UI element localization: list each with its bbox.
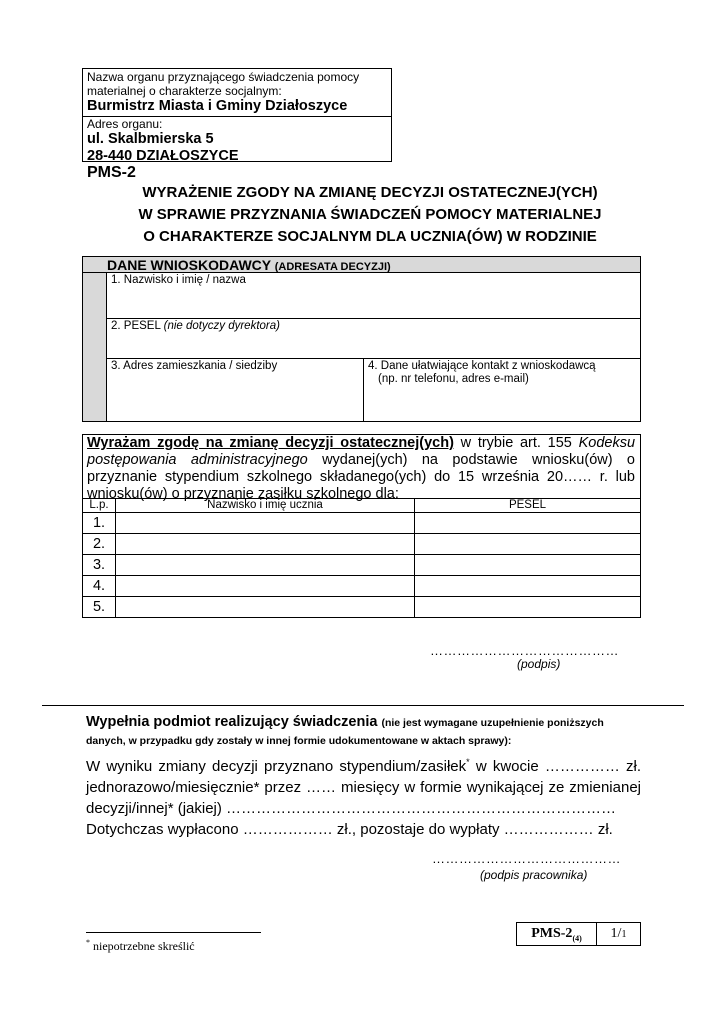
field-address[interactable] — [107, 359, 364, 421]
table-row — [83, 534, 641, 555]
employee-signature-label: (podpis pracownika) — [480, 868, 588, 882]
organ-box — [82, 68, 392, 162]
student-name-cell[interactable] — [116, 534, 415, 555]
field-name[interactable] — [107, 273, 640, 319]
entity-heading — [86, 714, 646, 750]
field-pesel-note: (nie dotyczy dyrektora) — [163, 320, 280, 332]
signature-label: (podpis) — [517, 657, 561, 671]
col-pesel: PESEL — [415, 499, 641, 513]
employee-signature-line[interactable]: …………………………………… — [432, 851, 621, 866]
title-line-3: O CHARAKTERZE SOCJALNYM DLA UCZNIA(ÓW) W RODZINIE — [143, 228, 597, 245]
entity-heading-note: (nie jest wymagane uzupełnienie poniższych danych, w przypadku gdy zostały w innej formie udokumentowane w aktach sprawy): — [86, 717, 604, 747]
row-number: 5. — [83, 597, 116, 618]
organ-name: Burmistrz Miasta i Gminy Działoszyce — [87, 98, 348, 114]
form-code: PMS-2 — [87, 164, 136, 181]
organ-label: Nazwa organu przyznającego świadczenia pomocy materialnej o charakterze socjalnym: — [87, 70, 360, 98]
footnote — [86, 938, 195, 954]
footnote-star: * — [86, 938, 90, 947]
consent-section — [82, 434, 641, 618]
table-row — [83, 555, 641, 576]
footer-code — [517, 923, 597, 945]
students-table-header — [83, 499, 641, 513]
consent-text-1: w trybie art. 155 — [453, 435, 579, 451]
organ-address-label: Adres organu: — [87, 117, 163, 131]
consent-italic: Kodeksu postępowania administracyjnego — [87, 435, 636, 468]
footnote-text: niepotrzebne skreślić — [90, 939, 195, 953]
field-pesel[interactable] — [107, 319, 640, 359]
footer-page-total: 1 — [621, 929, 627, 940]
applicant-header-title: DANE WNIOSKODAWCY — [107, 257, 271, 273]
footer-page — [597, 923, 640, 945]
row-number: 3. — [83, 555, 116, 576]
footer-page-text: 1/ — [610, 926, 622, 941]
student-name-cell[interactable] — [116, 576, 415, 597]
entity-star: * — [466, 757, 470, 767]
student-pesel-cell[interactable] — [415, 597, 641, 618]
footnote-rule — [86, 932, 261, 933]
student-pesel-cell[interactable] — [415, 576, 641, 597]
footer-code-text: PMS-2 — [531, 926, 573, 941]
footer-code-sub: (4) — [572, 933, 582, 943]
table-row — [83, 513, 641, 534]
student-pesel-cell[interactable] — [415, 513, 641, 534]
organ-city: 28-440 DZIAŁOSZYCE — [87, 148, 239, 164]
organ-street: ul. Skalbmierska 5 — [87, 131, 214, 147]
organ-name-section — [83, 69, 391, 117]
applicant-section — [82, 256, 641, 422]
field-pesel-label: 2. PESEL — [111, 320, 161, 332]
field-contact[interactable] — [364, 359, 640, 421]
applicant-side-bar — [83, 273, 107, 421]
student-pesel-cell[interactable] — [415, 534, 641, 555]
table-row — [83, 597, 641, 618]
field-contact-note: (np. nr telefonu, adres e-mail) — [378, 373, 529, 385]
field-contact-label: 4. Dane ułatwiające kontakt z wnioskodawcą — [368, 360, 596, 372]
field-address-label: 3. Adres zamieszkania / siedziby — [111, 360, 278, 372]
row-number: 2. — [83, 534, 116, 555]
footer-code-box — [516, 922, 641, 946]
title-line-2: W SPRAWIE PRZYZNANIA ŚWIADCZEŃ POMOCY MATERIALNEJ — [138, 206, 602, 223]
entity-paragraph — [86, 752, 641, 840]
title-line-1: WYRAŻENIE ZGODY NA ZMIANĘ DECYZJI OSTATECZNEJ(YCH) — [142, 184, 598, 201]
student-name-cell[interactable] — [116, 597, 415, 618]
consent-bold: Wyrażam zgodę na zmianę decyzji ostatecznej(ych) — [87, 435, 454, 451]
divider — [42, 705, 684, 706]
entity-line-2: Dotychczas wypłacono ……………… zł., pozostaje do wypłaty ……………… zł. — [86, 821, 613, 838]
signature-line[interactable]: …………………………………… — [430, 643, 619, 658]
student-name-cell[interactable] — [116, 513, 415, 534]
applicant-header-sub: (ADRESATA DECYZJI) — [274, 261, 391, 273]
col-name: Nazwisko i imię ucznia — [116, 499, 415, 513]
applicant-header — [83, 257, 640, 273]
field-name-label: 1. Nazwisko i imię / nazwa — [111, 274, 246, 286]
organ-address-section — [83, 117, 391, 163]
row-number: 1. — [83, 513, 116, 534]
table-row — [83, 576, 641, 597]
student-pesel-cell[interactable] — [415, 555, 641, 576]
consent-text — [87, 435, 635, 503]
students-table — [82, 498, 641, 618]
consent-text-2: wydanej(ych) na podstawie wniosku(ów) o przyznanie stypendium szkolnego składanego(ych) do 15 września 20…… r. lub wniosku(ów) o przyznanie zasiłku szkolnego dla: — [87, 452, 635, 502]
entity-line-1b: w kwocie …………… zł. jednorazowo/miesięcznie* przez …… miesięcy w formie wynikającej ze zmienianej decyzji/innej* (jakiej) …………………………………………………………………… — [86, 758, 642, 817]
entity-heading-title: Wypełnia podmiot realizujący świadczenia — [86, 714, 378, 730]
col-lp: L.p. — [83, 499, 116, 513]
student-name-cell[interactable] — [116, 555, 415, 576]
row-number: 4. — [83, 576, 116, 597]
entity-line-1a: W wyniku zmiany decyzji przyznano stypendium/zasiłek — [86, 758, 467, 775]
